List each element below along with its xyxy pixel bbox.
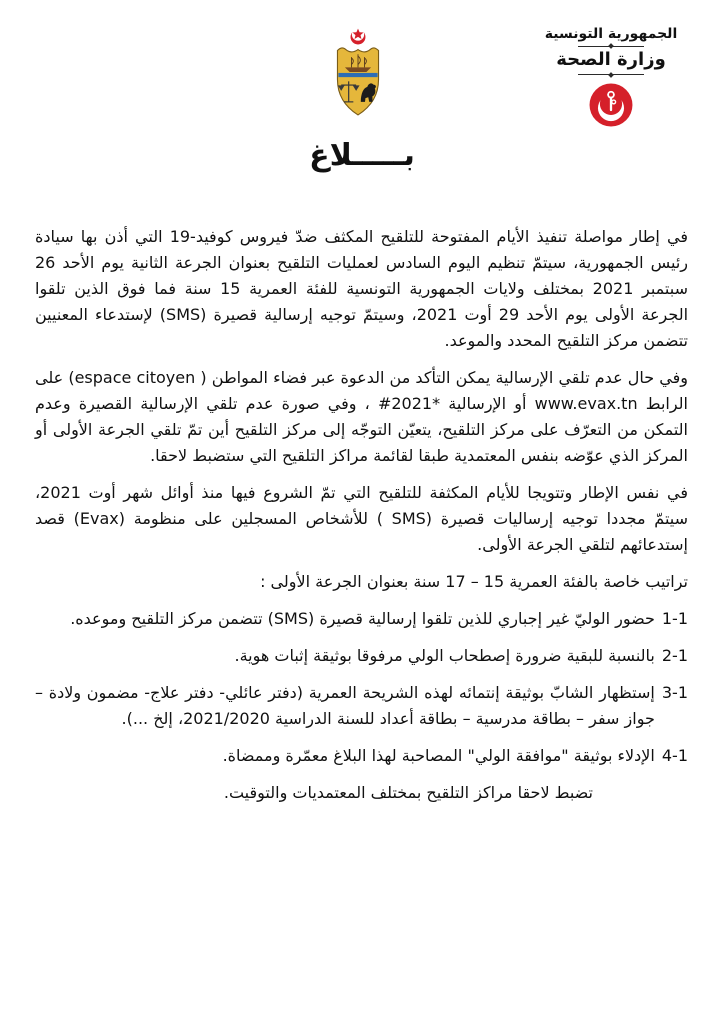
verification-text-end: ، وفي صورة عدم تلقي الإرسالية القصيرة وعدم التمكن من التعرّف على مركز التلقيح، يتعيّن التوجّه إلى مركز التلقيح أين تمّ تلقي الجرعة الأولى أو المركز الذي عوّضه بنفس المعتمدية طبقا لقائمة مراكز التلقيح التي ستضبط لاحقا. — [35, 394, 688, 465]
item-number: 1-1 — [661, 609, 688, 628]
item-text: حضور الوليّ غير إجباري للذين تلقوا إرسالية قصيرة (SMS) تتضمن مركز التلقيح وموعده. — [70, 609, 655, 628]
list-item — [35, 743, 688, 769]
section-heading-age-15-17: تراتيب خاصة بالفئة العمرية 15 – 17 سنة بعنوان الجرعة الأولى : — [260, 572, 688, 591]
ministry-header-block — [516, 26, 706, 132]
item-number: 3-1 — [661, 683, 688, 702]
republic-title: الجمهورية التونسية — [544, 26, 678, 42]
evax-url: www.evax.tn — [534, 394, 638, 413]
item-number: 4-1 — [661, 746, 688, 765]
list-item — [35, 606, 688, 632]
sea-band — [338, 73, 377, 77]
ministry-title: وزارة الصحة — [556, 48, 666, 70]
verification-text-start: وفي حال عدم تلقي الإرسالية يمكن التأكد من الدعوة عبر فضاء المواطن ( espace citoyen) على الرابط — [35, 368, 689, 413]
paragraph-sms-verification — [35, 365, 688, 469]
communique-body — [35, 224, 688, 817]
closing-note: تضبط لاحقا مراكز التلقيح بمختلف المعتمديات والتوقيت. — [223, 783, 593, 802]
health-ministry-crescent-logo-icon — [588, 82, 634, 128]
paragraph-second-dose-day: في إطار مواصلة تنفيذ الأيام المفتوحة للتلقيح المكثف ضدّ فيروس كوفيد-19 التي أذن بها سيادة رئيس الجمهورية، سيتمّ تنظيم اليوم السادس لعمليات التلقيح بعنوان الجرعة الثانية يوم الأحد 26 سبتمبر 2021 بمختلف ولايات الجمهورية التونسية للفئة العمرية 15 سنة فما فوق الذين تلقوا الجرعة الأولى يوم الأحد 29 أوت 2021، وسيتمّ توجيه إرسالية قصيرة (SMS) لإستدعاء المعنيين تتضمن مركز التلقيح المحدد والموعد. — [35, 227, 689, 350]
list-item — [35, 643, 688, 669]
item-number: 2-1 — [661, 646, 688, 665]
tunisia-coat-of-arms-icon — [330, 24, 386, 120]
item-text: بالنسبة للبقية ضرورة إصطحاب الولي مرفوقا بوثيقة إثبات هوية. — [234, 646, 655, 665]
ussd-code: #2021* — [377, 394, 441, 413]
calligraphy-divider — [578, 74, 644, 75]
list-item — [35, 680, 688, 732]
item-text: الإدلاء بوثيقة "موافقة الولي" المصاحبة لهذا البلاغ معمّرة وممضاة. — [222, 746, 655, 765]
verification-text-mid: أو الإرسالية — [440, 394, 535, 413]
calligraphy-divider — [578, 46, 644, 47]
communique-title: بـــــلاغ — [309, 138, 415, 173]
paragraph-first-dose-recall: في نفس الإطار وتتويجا للأيام المكثفة للتلقيح التي تمّ الشروع فيها منذ أوائل شهر أوت 2021، سيتمّ مجددا توجيه إرساليات قصيرة (SMS ) للأشخاص المسجلين على منظومة (Evax) قصد إستدعائهم لتلقي الجرعة الأولى. — [35, 483, 688, 554]
item-text: إستظهار الشابّ بوثيقة إنتمائه لهذه الشريحة العمرية (دفتر عائلي- دفتر علاج- مضمون ولادة – جواز سفر – بطاقة مدرسية – بطاقة أعداد للسنة الدراسية 2021/2020، إلخ ...). — [35, 683, 655, 728]
